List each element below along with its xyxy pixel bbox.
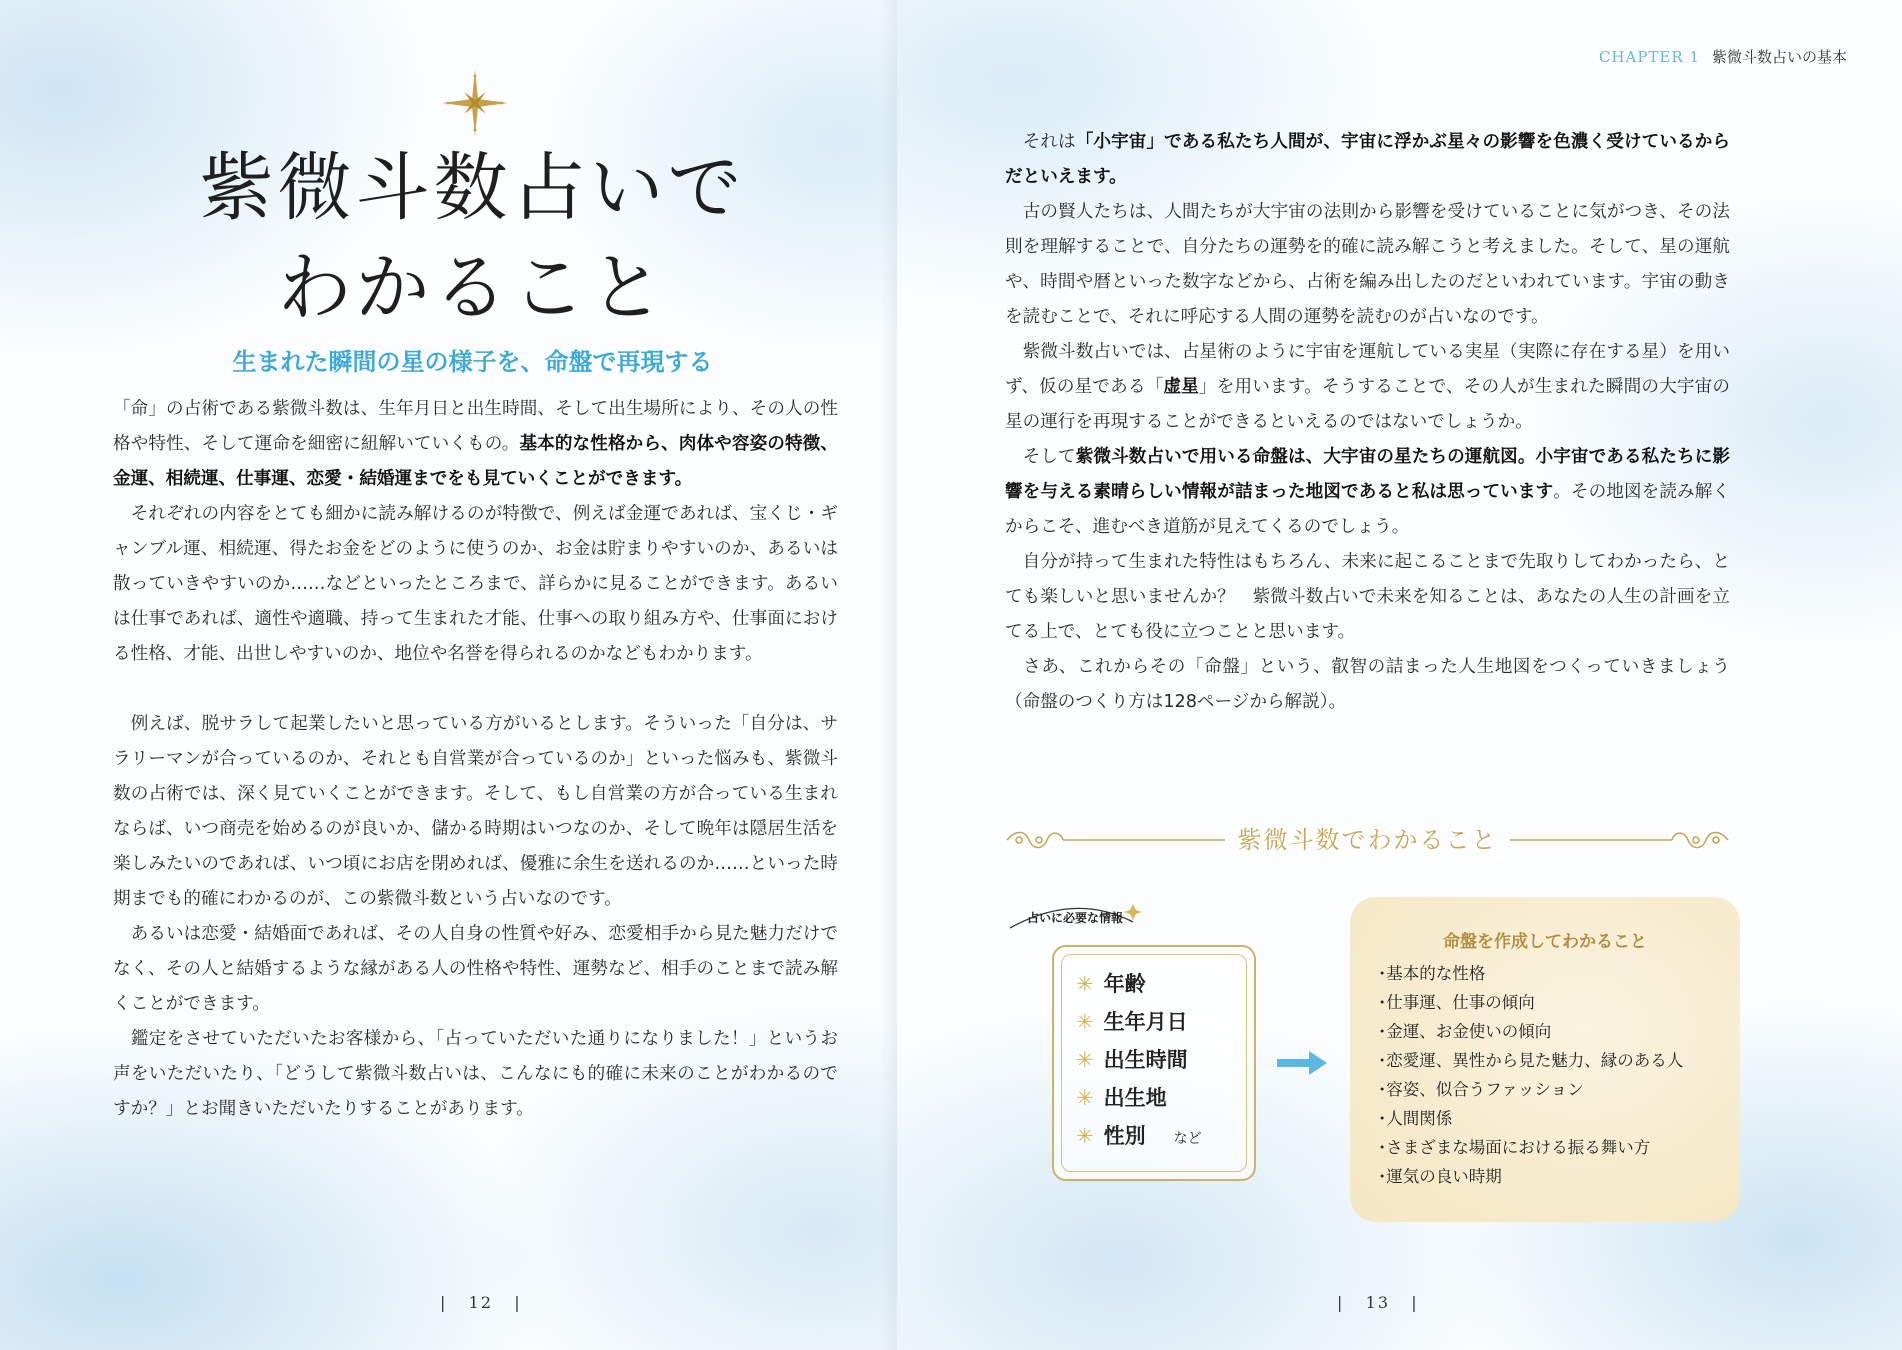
result-item: ･さまざまな場面における振る舞い方 — [1378, 1138, 1651, 1157]
info-item-label: 生年月日 — [1103, 1010, 1188, 1034]
sparkle-star-icon — [440, 68, 510, 138]
right-paragraph-1 — [1005, 125, 1730, 195]
result-item: ･基本的な性格 — [1378, 964, 1486, 983]
paragraph-1 — [113, 392, 838, 497]
right-paragraph-3-text-end: 」を用います。そうすることで、その人が生まれた瞬間の大宇宙の星の運行を再現することができるといえるのではないでしょうか。 — [1005, 377, 1730, 432]
right-paragraph-2 — [1005, 195, 1730, 335]
left-body-text — [113, 392, 838, 1127]
section-divider — [1005, 820, 1730, 860]
paragraph-5 — [113, 1022, 838, 1127]
right-paragraph-4-text: そして — [1022, 447, 1076, 467]
asterisk-bullet-icon: ✳ — [1076, 1010, 1094, 1034]
right-paragraph-6-text: さあ、これからその「命盤」という、叡智の詰まった人生地図をつくっていきましょう（命盤のつくり方は128ページから解説）。 — [1005, 657, 1730, 712]
page-number-left: | 12 | — [440, 1293, 522, 1312]
paragraph-1-bold: 基本的な性格から、肉体や容姿の特徴、金運、相続運、仕事運、恋愛・結婚運までをも見ていくことができます。 — [113, 434, 838, 489]
result-title: 命盤を作成してわかること — [1443, 932, 1647, 952]
info-items-list — [1076, 965, 1202, 1158]
result-item: ･容姿、似合うファッション — [1378, 1080, 1584, 1099]
chapter-title: 紫微斗数占いの基本 — [1711, 48, 1847, 66]
result-box — [1350, 897, 1740, 1222]
right-body-text — [1005, 125, 1730, 720]
result-item: ･仕事運、仕事の傾向 — [1378, 993, 1535, 1012]
result-item: ･恋愛運、異性から見た魅力、縁のある人 — [1378, 1051, 1684, 1070]
left-page — [0, 0, 897, 1350]
sparkle-icon — [1124, 904, 1142, 920]
result-item: ･金運、お金使いの傾向 — [1378, 1022, 1552, 1041]
paragraph-2 — [113, 497, 838, 672]
chapter-header — [1599, 46, 1847, 67]
info-item — [1076, 1003, 1202, 1041]
right-paragraph-3-text: 紫微斗数占いでは、占星術のように宇宙を運航している実星（実際に存在する星）を用いず、仮の星である「 — [1005, 342, 1730, 397]
paragraph-5-text: 鑑定をさせていただいたお客様から、「占っていただいた通りになりました！」というお声をいただいたり、「どうして紫微斗数占いは、こんなにも的確に未来のことがわかるのですか？」とお聞きいただいたりすることがあります。 — [113, 1029, 838, 1119]
right-paragraph-3-bold: 虚星 — [1163, 377, 1199, 397]
paragraph-4-text: あるいは恋愛・結婚面であれば、その人自身の性質や好み、恋愛相手から見た魅力だけでなく、その人と結婚するような縁がある人の性格や特性、運勢など、相手のことまで読み解くことができます。 — [113, 924, 838, 1014]
page-number-left-value: 12 — [468, 1293, 494, 1312]
section-title: 紫微斗数でわかること — [1237, 826, 1498, 854]
tag-label-text: 占いに必要な情報 — [1026, 911, 1124, 925]
result-item: ･人間関係 — [1378, 1109, 1453, 1128]
info-item-label: 出生時間 — [1103, 1048, 1188, 1072]
title-line-1: 紫微斗数占いで — [199, 145, 746, 231]
right-paragraph-4-bold: 紫微斗数占いで用いる命盤は、大宇宙の星たちの運航図。小宇宙である私たちに影響を与える素晴らしい情報が詰まった地図であると私は思っています — [1005, 447, 1730, 502]
info-item-label: 出生地 — [1103, 1086, 1167, 1110]
right-page — [897, 0, 1902, 1350]
paragraph-1-text: 「命」の占術である紫微斗数は、生年月日と出生時間、そして出生場所により、その人の性格や特性、そして運命を細密に紐解いていくもの。 — [113, 399, 838, 454]
info-tag-label — [1005, 898, 1145, 938]
info-item — [1076, 1079, 1202, 1117]
page-number-right: | 13 | — [1337, 1293, 1419, 1312]
info-item — [1076, 965, 1202, 1003]
info-item — [1076, 1117, 1202, 1158]
info-item-label: 性別 — [1103, 1124, 1146, 1148]
title-line-2: わかること — [277, 245, 668, 331]
paragraph-3-text: 例えば、脱サラして起業したいと思っている方がいるとします。そういった「自分は、サラリーマンが合っているのか、それとも自営業が合っているのか」といった悩みも、紫微斗数の占術では、深く見ていくことができます。そして、もし自営業の方が合っている生まれならば、いつ商売を始めるのが良いか、儲かる時期はいつなのか、そして晩年は隠居生活を楽しみたいのであれば、いつ頃にお店を閉めれば、優雅に余生を送れるのか……といった時期までも的確にわかるのが、この紫微斗数という占いなのです。 — [113, 714, 838, 909]
info-box — [1052, 945, 1256, 1181]
right-paragraph-4 — [1005, 440, 1730, 545]
page-title — [120, 138, 825, 338]
right-arrow-icon — [1277, 1050, 1327, 1076]
paragraph-2-text: それぞれの内容をとても細かに読み解けるのが特徴で、例えば金運であれば、宝くじ・ギャンブル運、相続運、得たお金をどのように使うのか、お金は貯まりやすいのか、あるいは散っていきやすいのか……などといったところまで、詳らかに見ることができます。あるいは仕事であれば、適性や適職、持って生まれた才能、仕事への取り組み方や、仕事面における性格、才能、出世しやすいのか、地位や名誉を得られるのかなどもわかります。 — [113, 504, 838, 664]
paragraph-gap — [113, 672, 838, 707]
info-suffix: など — [1173, 1131, 1202, 1147]
right-paragraph-1-bold: 「小宇宙」である私たち人間が、宇宙に浮かぶ星々の影響を色濃く受けているからだといえます。 — [1005, 132, 1730, 187]
page-number-right-value: 13 — [1365, 1293, 1391, 1312]
right-paragraph-4-text-end: 。その地図を読み解くからこそ、進むべき道筋が見えてくるのでしょう。 — [1005, 482, 1730, 537]
info-item — [1076, 1041, 1202, 1079]
right-paragraph-2-text: 古の賢人たちは、人間たちが大宇宙の法則から影響を受けていることに気がつき、その法則を理解することで、自分たちの運勢を的確に読み解こうと考えました。そして、星の運航や、時間や暦といった数字などから、占術を編み出したのだといわれています。宇宙の動きを読むことで、それに呼応する人間の運勢を読むのが占いなのです。 — [1005, 202, 1730, 327]
paragraph-3 — [113, 707, 838, 917]
info-item-label: 年齢 — [1103, 972, 1146, 996]
result-list — [1378, 959, 1683, 1191]
right-paragraph-6 — [1005, 650, 1730, 720]
asterisk-bullet-icon: ✳ — [1076, 1086, 1094, 1110]
right-paragraph-3 — [1005, 335, 1730, 440]
right-paragraph-5 — [1005, 545, 1730, 650]
paragraph-4 — [113, 917, 838, 1022]
chapter-label: CHAPTER 1 — [1598, 48, 1700, 66]
right-paragraph-5-text: 自分が持って生まれた特性はもちろん、未来に起こることまで先取りしてわかったら、とても楽しいと思いませんか？ 紫微斗数占いで未来を知ることは、あなたの人生の計画を立てる上で、とても役に立つことと思います。 — [1005, 552, 1730, 642]
section-subheading: 生まれた瞬間の星の様子を、命盤で再現する — [232, 348, 713, 376]
asterisk-bullet-icon: ✳ — [1076, 1048, 1094, 1072]
right-paragraph-1-text: それは — [1022, 132, 1076, 152]
result-item: ･運気の良い時期 — [1378, 1167, 1502, 1186]
asterisk-bullet-icon: ✳ — [1076, 1124, 1094, 1148]
asterisk-bullet-icon: ✳ — [1076, 972, 1094, 996]
